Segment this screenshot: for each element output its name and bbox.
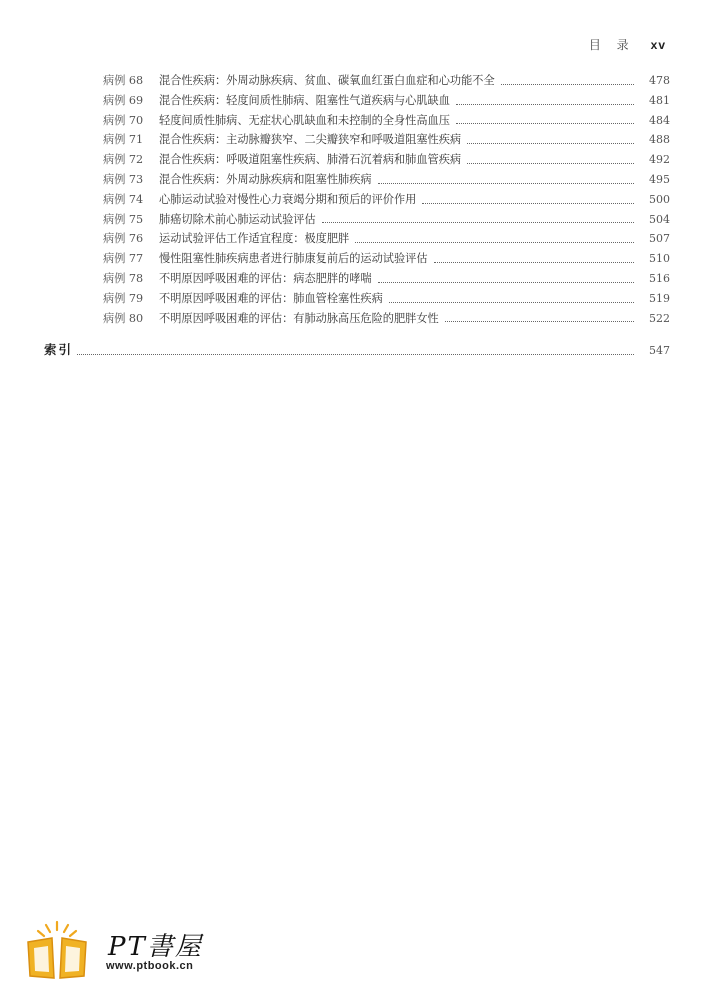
book-logo-icon [22,920,92,980]
dot-leader [456,122,634,124]
page-number: 516 [649,271,670,285]
toc-entry[interactable] [103,190,670,210]
page-number: 500 [649,192,670,206]
dot-leader [77,353,634,355]
case-number: 病例 77 [103,252,144,266]
dot-leader [355,241,634,243]
case-title: 轻度间质性肺病、无症状心肌缺血和未控制的全身性高血压 [159,113,450,127]
case-number: 病例 80 [103,311,144,325]
case-number: 病例 73 [103,172,144,186]
case-number: 病例 79 [103,291,144,305]
header-title: 目 录 [588,38,635,52]
page-number: 522 [649,311,670,325]
page-number: 495 [649,172,670,186]
case-title: 心肺运动试验对慢性心力衰竭分期和预后的评价作用 [159,192,417,206]
watermark-logo [22,920,212,980]
toc-entry[interactable] [103,289,670,309]
case-title: 混合性疾病：呼吸道阻塞性疾病、肺滑石沉着病和肺血管疾病 [159,153,462,167]
case-title: 肺癌切除术前心肺运动试验评估 [159,212,316,226]
logo-url: www.ptbook.cn [106,960,194,972]
dot-leader [434,261,634,263]
page-number: 481 [649,93,670,107]
header-page-number: xv [650,38,666,52]
toc-entry[interactable] [103,309,670,329]
dot-leader [389,301,634,303]
page-header [589,36,666,53]
page-number: 507 [649,232,670,246]
case-title: 运动试验评估工作适宜程度：极度肥胖 [159,232,350,246]
page-number: 504 [649,212,670,226]
logo-text: PT書屋 [108,932,203,962]
toc-entry[interactable] [103,150,670,170]
toc-entry[interactable] [103,269,670,289]
page-number: 492 [649,153,670,167]
dot-leader [467,142,634,144]
case-title: 混合性疾病：外周动脉疾病、贫血、碳氧血红蛋白血症和心功能不全 [159,74,495,87]
index-page: 547 [649,344,670,357]
page-number: 519 [649,291,670,305]
dot-leader [378,281,634,283]
case-title: 混合性疾病：外周动脉疾病和阻塞性肺疾病 [159,172,372,186]
case-number: 病例 69 [103,93,144,107]
dot-leader [322,221,634,223]
toc-entry[interactable] [103,91,670,111]
toc-entry[interactable] [103,130,670,150]
case-title: 不明原因呼吸困难的评估：有肺动脉高压危险的肥胖女性 [159,311,439,325]
case-title: 混合性疾病：主动脉瓣狭窄、二尖瓣狭窄和呼吸道阻塞性疾病 [159,133,462,147]
toc-entry[interactable] [103,170,670,190]
case-number: 病例 75 [103,212,144,226]
case-number: 病例 70 [103,113,144,127]
dot-leader [467,162,634,164]
dot-leader [378,182,634,184]
toc-entry[interactable] [103,210,670,230]
index-label: 索引 [44,343,74,357]
case-title: 不明原因呼吸困难的评估：肺血管栓塞性疾病 [159,291,383,305]
toc-entry[interactable] [103,229,670,249]
page-number: 484 [649,113,670,127]
case-title: 混合性疾病：轻度间质性肺病、阻塞性气道疾病与心肌缺血 [159,93,450,107]
case-title: 不明原因呼吸困难的评估：病态肥胖的哮喘 [159,271,372,285]
dot-leader [422,202,634,204]
index-entry[interactable] [44,340,670,361]
page-number: 510 [649,252,670,266]
case-number: 病例 78 [103,271,144,285]
toc-entry[interactable] [103,71,670,91]
case-number: 病例 74 [103,192,144,206]
toc-entry[interactable] [103,111,670,131]
case-number: 病例 68 [103,74,144,87]
case-number: 病例 72 [103,153,144,167]
table-of-contents [103,71,670,328]
dot-leader [456,103,634,105]
case-title: 慢性阻塞性肺疾病患者进行肺康复前后的运动试验评估 [159,252,428,266]
dot-leader [445,320,634,322]
toc-entry[interactable] [103,249,670,269]
page-number: 488 [649,133,670,147]
case-number: 病例 76 [103,232,144,246]
page-number: 478 [649,74,670,87]
case-number: 病例 71 [103,133,144,147]
dot-leader [501,83,634,85]
